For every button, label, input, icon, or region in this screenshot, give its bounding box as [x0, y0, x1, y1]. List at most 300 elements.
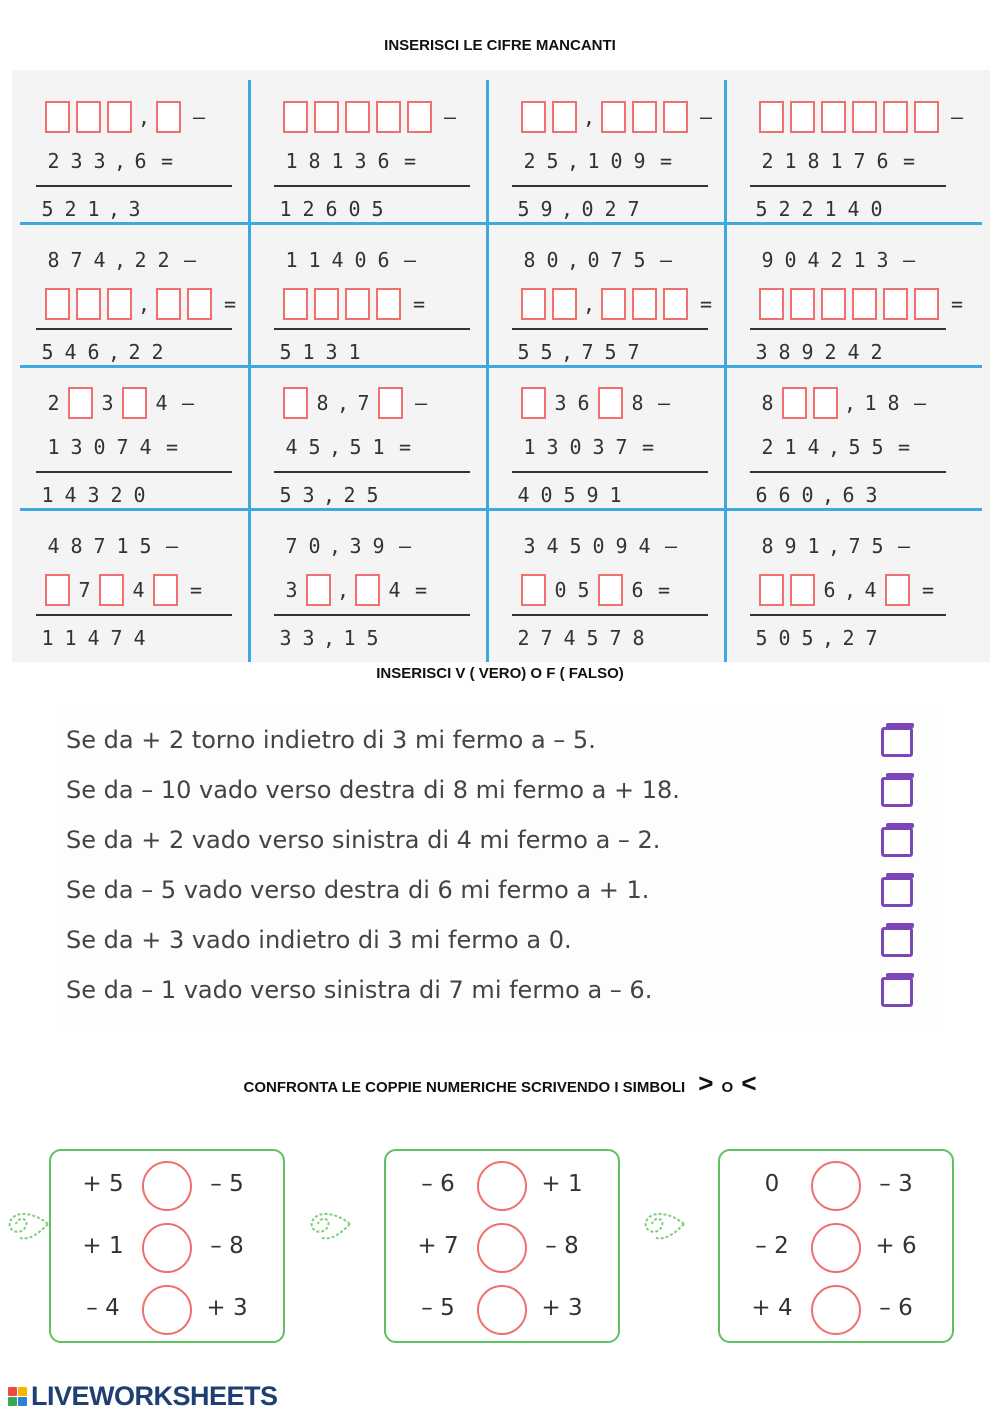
digit: 4	[807, 435, 820, 459]
digit-input-box[interactable]	[314, 101, 339, 133]
compare-box	[384, 1149, 620, 1343]
difference-row	[262, 478, 498, 512]
digit-input-box[interactable]	[156, 288, 181, 320]
decimal-comma: ,	[582, 292, 596, 316]
digit: 1	[807, 534, 820, 558]
digit-input-box[interactable]	[283, 101, 308, 133]
digit: 5	[371, 197, 384, 221]
digit: 3	[70, 149, 83, 173]
minus-sign: –	[913, 391, 927, 415]
subtrahend-row	[24, 144, 260, 178]
true-false-answer-box[interactable]	[881, 777, 913, 807]
digit-input-box[interactable]	[914, 288, 939, 320]
decimal-comma: ,	[107, 340, 121, 364]
greater-symbol: >	[698, 1068, 714, 1098]
minus-sign: –	[165, 534, 179, 558]
compare-instruction: CONFRONTA LE COPPIE NUMERICHE SCRIVENDO I SIMBOLI	[243, 1079, 686, 1096]
digit: 0	[348, 197, 361, 221]
digit: 5	[633, 248, 646, 272]
digit: 1	[587, 149, 600, 173]
minuend-row	[24, 100, 260, 134]
digit: 7	[848, 534, 861, 558]
digit-input-box[interactable]	[790, 288, 815, 320]
subtraction-cell	[24, 223, 260, 365]
digit: 9	[784, 534, 797, 558]
compare-right-number: + 3	[541, 1295, 583, 1321]
decimal-comma: ,	[336, 391, 350, 415]
compare-row	[51, 1285, 283, 1333]
minuend-row	[738, 386, 974, 420]
decimal-comma: ,	[827, 435, 841, 459]
digit-input-box[interactable]	[914, 101, 939, 133]
equals-sign: =	[699, 292, 713, 316]
digit: 9	[586, 483, 599, 507]
digit: 2	[517, 626, 530, 650]
digit: 4	[285, 435, 298, 459]
digit: 5	[577, 578, 590, 602]
digit: 0	[587, 248, 600, 272]
compare-box	[718, 1149, 954, 1343]
digit: 4	[133, 626, 146, 650]
compare-left-number: – 2	[755, 1233, 789, 1259]
minus-sign: –	[192, 105, 206, 129]
compare-row	[51, 1223, 283, 1271]
digit-input-box[interactable]	[45, 574, 70, 606]
minuend-row	[262, 529, 498, 563]
minus-sign: –	[699, 105, 713, 129]
compare-right-number: – 8	[545, 1233, 579, 1259]
digit-input-box[interactable]	[283, 288, 308, 320]
digit: 8	[631, 391, 644, 415]
subtrahend-row	[262, 144, 498, 178]
minuend-row	[738, 529, 974, 563]
digit-input-box[interactable]	[45, 101, 70, 133]
swirl-decoration-icon	[640, 1204, 686, 1248]
digit-input-box[interactable]	[521, 288, 546, 320]
digit: 5	[569, 534, 582, 558]
digit-input-box[interactable]	[306, 574, 331, 606]
digit: 2	[47, 149, 60, 173]
digit-input-box[interactable]	[552, 101, 577, 133]
digit: 1	[285, 248, 298, 272]
subtraction-grid	[12, 70, 990, 662]
minus-sign: –	[897, 534, 911, 558]
digit-input-box[interactable]	[759, 288, 784, 320]
difference-row	[262, 192, 498, 226]
compare-row	[720, 1223, 952, 1271]
digit: 8	[308, 149, 321, 173]
digit-input-box[interactable]	[782, 387, 807, 419]
digit: 1	[285, 149, 298, 173]
digit: 2	[761, 149, 774, 173]
compare-symbol-input[interactable]	[477, 1161, 527, 1211]
digit-input-box[interactable]	[821, 101, 846, 133]
true-false-panel	[58, 710, 938, 1030]
digit: 7	[78, 578, 91, 602]
digit: 4	[847, 197, 860, 221]
digit-input-box[interactable]	[598, 574, 623, 606]
digit-input-box[interactable]	[153, 574, 178, 606]
compare-left-number: + 4	[751, 1295, 793, 1321]
digit: 3	[325, 340, 338, 364]
digit-input-box[interactable]	[187, 288, 212, 320]
digit-input-box[interactable]	[156, 101, 181, 133]
difference-row	[738, 478, 974, 512]
minus-sign: –	[664, 534, 678, 558]
digit: 2	[830, 248, 843, 272]
compare-right-number: + 1	[541, 1171, 583, 1197]
digit: 1	[784, 435, 797, 459]
subtrahend-row	[738, 287, 974, 321]
digit-input-box[interactable]	[632, 288, 657, 320]
result-line	[274, 328, 470, 330]
digit: 6	[577, 391, 590, 415]
result-line	[512, 328, 708, 330]
digit-input-box[interactable]	[314, 288, 339, 320]
digit-input-box[interactable]	[283, 387, 308, 419]
digit-input-box[interactable]	[821, 288, 846, 320]
equals-sign: =	[160, 149, 174, 173]
digit-input-box[interactable]	[852, 288, 877, 320]
equals-sign: =	[921, 578, 935, 602]
difference-row	[24, 335, 260, 369]
digit: 3	[302, 483, 315, 507]
compare-symbol-input[interactable]	[477, 1285, 527, 1335]
digit: 7	[865, 626, 878, 650]
digit: 1	[824, 197, 837, 221]
subtraction-cell	[500, 223, 736, 365]
subtrahend-row	[738, 573, 974, 607]
compare-symbol-input[interactable]	[811, 1223, 861, 1273]
minus-sign: –	[659, 248, 673, 272]
result-line	[750, 471, 946, 473]
digit: 6	[778, 483, 791, 507]
digit: 0	[93, 435, 106, 459]
digit-input-box[interactable]	[107, 101, 132, 133]
difference-row	[738, 192, 974, 226]
compare-right-number: – 8	[210, 1233, 244, 1259]
difference-row	[24, 192, 260, 226]
digit: 3	[279, 626, 292, 650]
digit: 0	[354, 248, 367, 272]
digit: 2	[343, 483, 356, 507]
digit-input-box[interactable]	[885, 574, 910, 606]
section-title-missing-digits: INSERISCI LE CIFRE MANCANTI	[384, 37, 616, 54]
swirl-decoration-icon	[4, 1204, 50, 1248]
digit-input-box[interactable]	[521, 574, 546, 606]
digit-input-box[interactable]	[790, 574, 815, 606]
equals-sign: =	[657, 578, 671, 602]
digit: 3	[349, 534, 362, 558]
true-false-answer-box[interactable]	[881, 827, 913, 857]
digit: 1	[41, 483, 54, 507]
digit: 2	[870, 340, 883, 364]
difference-row	[738, 335, 974, 369]
minuend-row	[24, 529, 260, 563]
digit: 8	[761, 534, 774, 558]
digit: 4	[546, 534, 559, 558]
equals-sign: =	[902, 149, 916, 173]
digit: 3	[354, 149, 367, 173]
digit: 0	[801, 483, 814, 507]
compare-row	[386, 1161, 618, 1209]
digit-input-box[interactable]	[521, 101, 546, 133]
difference-row	[500, 621, 736, 655]
minuend-row	[24, 243, 260, 277]
subtrahend-row	[738, 144, 974, 178]
digit: 4	[388, 578, 401, 602]
digit: 1	[609, 483, 622, 507]
digit: 7	[110, 626, 123, 650]
compare-symbol-input[interactable]	[142, 1285, 192, 1335]
statement-text: Se da + 2 vado verso sinistra di 4 mi fermo a – 2.	[66, 826, 661, 854]
digit: 9	[633, 149, 646, 173]
decimal-comma: ,	[821, 483, 835, 507]
decimal-comma: ,	[821, 626, 835, 650]
digit: 1	[523, 435, 536, 459]
digit-input-box[interactable]	[883, 101, 908, 133]
statement-text: Se da + 3 vado indietro di 3 mi fermo a 0.	[66, 926, 572, 954]
digit: 4	[64, 340, 77, 364]
minus-sign: –	[657, 391, 671, 415]
digit: 0	[610, 149, 623, 173]
digit-input-box[interactable]	[598, 387, 623, 419]
digit: 5	[755, 626, 768, 650]
digit: 8	[887, 391, 900, 415]
digit: 1	[853, 248, 866, 272]
digit: 6	[377, 248, 390, 272]
digit: 3	[70, 435, 83, 459]
decimal-comma: ,	[560, 197, 574, 221]
minuend-row	[500, 100, 736, 134]
decimal-comma: ,	[107, 197, 121, 221]
subtrahend-row	[262, 573, 498, 607]
compare-row	[720, 1285, 952, 1333]
digit: 6	[377, 149, 390, 173]
digit-input-box[interactable]	[632, 101, 657, 133]
digit-input-box[interactable]	[663, 101, 688, 133]
statement-text: Se da – 1 vado verso sinistra di 7 mi fermo a – 6.	[66, 976, 653, 1004]
statement-text: Se da – 5 vado verso destra di 6 mi fermo a + 1.	[66, 876, 650, 904]
digit: 2	[157, 248, 170, 272]
compare-right-number: + 3	[206, 1295, 248, 1321]
digit-input-box[interactable]	[552, 288, 577, 320]
decimal-comma: ,	[137, 292, 151, 316]
minuend-row	[738, 100, 974, 134]
digit-input-box[interactable]	[852, 101, 877, 133]
digit: 8	[70, 534, 83, 558]
result-line	[750, 614, 946, 616]
digit: 9	[540, 197, 553, 221]
digit: 7	[581, 340, 594, 364]
minus-sign: –	[950, 105, 964, 129]
digit-input-box[interactable]	[407, 101, 432, 133]
digit-input-box[interactable]	[76, 288, 101, 320]
digit: 6	[876, 149, 889, 173]
digit-input-box[interactable]	[601, 288, 626, 320]
minuend-row	[500, 386, 736, 420]
digit: 2	[302, 197, 315, 221]
result-line	[750, 328, 946, 330]
compare-symbol-input[interactable]	[811, 1161, 861, 1211]
compare-left-number: + 7	[417, 1233, 459, 1259]
compare-right-number: + 6	[875, 1233, 917, 1259]
digit: 7	[93, 534, 106, 558]
digit: 1	[372, 435, 385, 459]
digit-input-box[interactable]	[378, 387, 403, 419]
digit-input-box[interactable]	[68, 387, 93, 419]
digit: 2	[134, 248, 147, 272]
logo-text: LIVEWORKSHEETS	[31, 1380, 278, 1411]
digit: 2	[110, 483, 123, 507]
equals-sign: =	[189, 578, 203, 602]
compare-symbol-input[interactable]	[142, 1161, 192, 1211]
liveworksheets-logo	[8, 1382, 278, 1410]
digit: 2	[824, 340, 837, 364]
digit: 1	[331, 149, 344, 173]
digit-input-box[interactable]	[345, 101, 370, 133]
compare-row	[386, 1223, 618, 1271]
digit: 4	[331, 248, 344, 272]
subtrahend-row	[500, 287, 736, 321]
subtrahend-row	[500, 573, 736, 607]
compare-row	[720, 1161, 952, 1209]
decimal-comma: ,	[843, 391, 857, 415]
compare-row	[51, 1161, 283, 1209]
digit: 1	[348, 340, 361, 364]
less-symbol: <	[741, 1068, 757, 1098]
digit-input-box[interactable]	[345, 288, 370, 320]
digit-input-box[interactable]	[601, 101, 626, 133]
decimal-comma: ,	[336, 578, 350, 602]
digit-input-box[interactable]	[663, 288, 688, 320]
compare-left-number: – 5	[421, 1295, 455, 1321]
digit: 9	[615, 534, 628, 558]
digit: 4	[93, 248, 106, 272]
digit: 6	[823, 578, 836, 602]
compare-symbol-input[interactable]	[811, 1285, 861, 1335]
result-line	[750, 185, 946, 187]
digit: 4	[864, 578, 877, 602]
true-false-answer-box[interactable]	[881, 727, 913, 757]
digit-input-box[interactable]	[813, 387, 838, 419]
equals-sign: =	[398, 435, 412, 459]
digit-input-box[interactable]	[76, 101, 101, 133]
digit: 9	[801, 340, 814, 364]
digit: 3	[128, 197, 141, 221]
subtrahend-row	[738, 430, 974, 464]
subtrahend-row	[500, 430, 736, 464]
digit: 0	[784, 248, 797, 272]
subtraction-cell	[500, 80, 736, 222]
digit-input-box[interactable]	[376, 288, 401, 320]
digit-input-box[interactable]	[376, 101, 401, 133]
digit: 2	[523, 149, 536, 173]
section-title-true-false: INSERISCI V ( VERO) O F ( FALSO)	[376, 665, 624, 682]
result-line	[274, 471, 470, 473]
true-false-answer-box[interactable]	[881, 927, 913, 957]
digit: 6	[842, 483, 855, 507]
minuend-row	[500, 529, 736, 563]
digit: 3	[865, 483, 878, 507]
digit-input-box[interactable]	[107, 288, 132, 320]
minus-sign: –	[183, 248, 197, 272]
digit: 8	[807, 149, 820, 173]
digit-input-box[interactable]	[790, 101, 815, 133]
minuend-row	[262, 100, 498, 134]
digit: 8	[47, 248, 60, 272]
difference-row	[738, 621, 974, 655]
digit: 2	[604, 197, 617, 221]
result-line	[274, 185, 470, 187]
compare-left-number: – 6	[421, 1171, 455, 1197]
result-line	[512, 185, 708, 187]
digit: 4	[563, 626, 576, 650]
logo-icon	[8, 1387, 27, 1406]
digit: 5	[139, 534, 152, 558]
result-line	[512, 614, 708, 616]
digit: 1	[279, 197, 292, 221]
digit: 1	[41, 626, 54, 650]
equals-sign: =	[403, 149, 417, 173]
digit: 1	[343, 626, 356, 650]
compare-left-number: + 5	[82, 1171, 124, 1197]
digit: 5	[366, 483, 379, 507]
digit: 5	[308, 435, 321, 459]
digit-input-box[interactable]	[355, 574, 380, 606]
decimal-comma: ,	[582, 105, 596, 129]
subtraction-cell	[24, 509, 260, 651]
digit: 6	[134, 149, 147, 173]
digit: 7	[540, 626, 553, 650]
decimal-comma: ,	[322, 626, 336, 650]
digit-input-box[interactable]	[45, 288, 70, 320]
subtraction-cell	[500, 366, 736, 508]
digit: 3	[523, 534, 536, 558]
subtraction-cell	[500, 509, 736, 651]
digit: 2	[801, 197, 814, 221]
subtraction-cell	[24, 366, 260, 508]
minus-sign: –	[403, 248, 417, 272]
digit: 5	[279, 483, 292, 507]
logo-square	[18, 1387, 27, 1396]
digit-input-box[interactable]	[521, 387, 546, 419]
digit-input-box[interactable]	[99, 574, 124, 606]
subtrahend-row	[262, 287, 498, 321]
digit: 5	[871, 534, 884, 558]
subtraction-cell	[262, 223, 498, 365]
compare-symbol-input[interactable]	[477, 1223, 527, 1273]
true-false-answer-box[interactable]	[881, 877, 913, 907]
digit-input-box[interactable]	[122, 387, 147, 419]
digit-input-box[interactable]	[759, 101, 784, 133]
compare-symbol-input[interactable]	[142, 1223, 192, 1273]
difference-row	[500, 335, 736, 369]
true-false-answer-box[interactable]	[881, 977, 913, 1007]
decimal-comma: ,	[566, 248, 580, 272]
digit: 3	[554, 391, 567, 415]
digit-input-box[interactable]	[759, 574, 784, 606]
result-line	[36, 328, 232, 330]
digit: 0	[554, 578, 567, 602]
digit: 1	[302, 340, 315, 364]
digit: 2	[128, 340, 141, 364]
digit: 0	[592, 534, 605, 558]
minuend-row	[262, 386, 498, 420]
digit: 5	[563, 483, 576, 507]
digit-input-box[interactable]	[883, 288, 908, 320]
result-line	[36, 185, 232, 187]
